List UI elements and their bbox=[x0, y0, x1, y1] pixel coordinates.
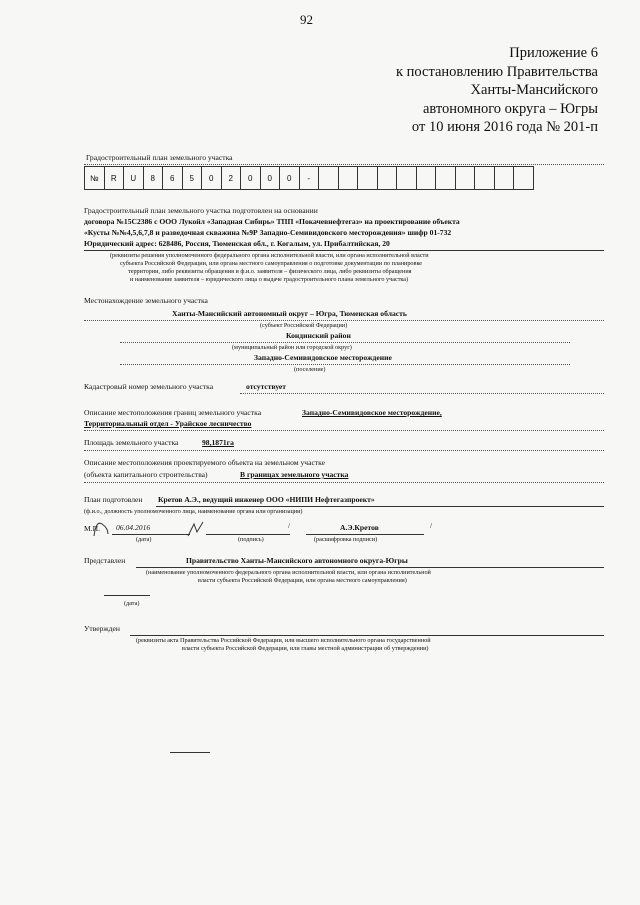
plan-number-cell: 6 bbox=[163, 167, 183, 190]
plan-number-cell bbox=[416, 167, 436, 190]
divider bbox=[84, 450, 604, 451]
boundaries-label: Описание местоположения границ земельного участка bbox=[84, 408, 262, 417]
prepared-line: «Кусты №№4,5,6,7,8 и разведочная скважина №9Р Западно-Семивидовского месторождения» шифр 01-732 bbox=[84, 228, 452, 237]
plan-number-cell bbox=[319, 167, 339, 190]
divider bbox=[112, 534, 190, 535]
location-district-caption: (муниципальный район или городской округ) bbox=[232, 344, 352, 351]
plan-number-cell: 0 bbox=[280, 167, 300, 190]
plan-number-table bbox=[84, 166, 534, 190]
plan-number-cell: R bbox=[104, 167, 124, 190]
object-location-value: В границах земельного участка bbox=[240, 470, 349, 479]
appendix-line: Приложение 6 bbox=[509, 45, 598, 61]
plan-number-cell: 8 bbox=[143, 167, 163, 190]
sign-caption: (подпись) bbox=[238, 536, 264, 543]
boundaries-value: Территориальный отдел - Урайское лесничество bbox=[84, 419, 252, 428]
presented-label: Представлен bbox=[84, 556, 126, 565]
plan-number-cell: - bbox=[299, 167, 319, 190]
location-settlement: Западно-Семивидовское месторождение bbox=[254, 353, 392, 362]
date-caption: (дата) bbox=[136, 536, 152, 543]
prepared-by-label: План подготовлен bbox=[84, 495, 143, 504]
location-settlement-caption: (поселение) bbox=[294, 366, 326, 373]
date-handwritten: 06.04.2016 bbox=[116, 523, 151, 532]
plan-number-cell bbox=[455, 167, 475, 190]
plan-number-cell: U bbox=[124, 167, 144, 190]
divider bbox=[104, 595, 150, 596]
appendix-line: Ханты-Мансийского bbox=[470, 82, 598, 98]
divider bbox=[130, 635, 604, 636]
divider bbox=[84, 164, 604, 165]
object-location-label: Описание местоположения проектируемого объекта на земельном участке bbox=[84, 458, 326, 467]
plan-number-cell: 5 bbox=[182, 167, 202, 190]
prepared-line: Градостроительный план земельного участка подготовлен на основании bbox=[84, 206, 318, 215]
gpzu-title: Градостроительный план земельного участка bbox=[86, 153, 233, 162]
prepared-by-caption: (ф.и.о., должность уполномоченного лица, наименование органа или организации) bbox=[84, 508, 303, 515]
divider bbox=[84, 482, 604, 483]
location-district: Кондинский район bbox=[286, 331, 351, 340]
prepared-by-value: Кретов А.Э., ведущий инженер ООО «НИПИ Нефтегазпроект» bbox=[158, 495, 375, 504]
name-caption: (расшифровка подписи) bbox=[314, 536, 378, 543]
prepared-caption: (реквизиты решения уполномоченного федерального органа исполнительной власти, или органа исполнительной власти bbox=[110, 252, 429, 259]
separator-slash: / bbox=[288, 521, 291, 530]
divider bbox=[120, 364, 570, 365]
divider bbox=[156, 506, 604, 507]
appendix-line: автономного округа – Югры bbox=[422, 100, 598, 117]
area-value: 98,1871га bbox=[202, 438, 234, 447]
plan-number-cell bbox=[338, 167, 358, 190]
approved-label: Утвержден bbox=[84, 624, 120, 633]
presented-caption: власти субъекта Российской Федерации, или органа местного самоуправления) bbox=[198, 577, 407, 584]
plan-number-cell bbox=[514, 167, 534, 190]
presented-value: Правительство Ханты-Мансийского автономного округа-Югры bbox=[186, 556, 408, 565]
object-location-label: (объекта капитального строительства) bbox=[84, 470, 208, 479]
divider bbox=[240, 393, 604, 394]
signature-mark-icon bbox=[186, 520, 206, 538]
plan-number-cell bbox=[377, 167, 397, 190]
plan-number-cell bbox=[358, 167, 378, 190]
appendix-header bbox=[396, 44, 598, 137]
appendix-line: от 10 июня 2016 года № 201-п bbox=[411, 119, 598, 135]
presented-date-caption: (дата) bbox=[124, 600, 140, 607]
stamp-mark-icon bbox=[90, 518, 112, 540]
location-subject-caption: (субъект Российской Федерации) bbox=[260, 322, 348, 329]
divider bbox=[84, 250, 604, 251]
page-number: 92 bbox=[300, 12, 313, 27]
plan-number-cell: 0 bbox=[241, 167, 261, 190]
location-subject: Ханты-Мансийский автономный округ – Югра, Тюменская область bbox=[172, 309, 407, 318]
plan-number-cell: 0 bbox=[202, 167, 222, 190]
plan-number-cell: № bbox=[85, 167, 105, 190]
boundaries-value: Западно-Семивидовское месторождение, bbox=[302, 408, 442, 417]
prepared-caption: территории, либо реквизиты обращения и ф.и.о. заявителя – физического лица, либо реквизиты обращения bbox=[128, 268, 412, 275]
prepared-line: Юридический адрес: 628486, Россия, Тюменская обл., г. Когалым, ул. Прибалтийская, 20 bbox=[84, 239, 390, 248]
approved-caption: власти субъекта Российской Федерации, или главы местной администрации об утверждении) bbox=[182, 645, 429, 652]
divider bbox=[170, 752, 210, 753]
cadastral-label: Кадастровый номер земельного участка bbox=[84, 382, 214, 391]
plan-number-cell bbox=[475, 167, 495, 190]
divider bbox=[136, 567, 604, 568]
mp-label: М.П. bbox=[84, 524, 101, 533]
prepared-caption: и наименование заявителя – юридического лица о выдаче градостроительного плана земельного участка) bbox=[130, 276, 409, 283]
appendix-line: к постановлению Правительства bbox=[396, 63, 598, 80]
approved-caption: (реквизиты акта Правительства Российской Федерации, или высшего исполнительного органа государственной bbox=[136, 637, 431, 644]
divider bbox=[120, 342, 570, 343]
plan-number-cell bbox=[397, 167, 417, 190]
location-label: Местонахождение земельного участка bbox=[84, 296, 208, 305]
area-label: Площадь земельного участка bbox=[84, 438, 179, 447]
plan-number-cell: 2 bbox=[221, 167, 241, 190]
divider bbox=[84, 430, 604, 431]
separator-slash: / bbox=[430, 521, 433, 530]
prepared-line: договора №15С2386 с ООО Лукойл «Западная Сибирь» ТПП «Покачевнефтегаз» на проектирование объекта bbox=[84, 217, 460, 226]
plan-number-cell: 0 bbox=[260, 167, 280, 190]
plan-number-cell bbox=[494, 167, 514, 190]
divider bbox=[84, 320, 604, 321]
plan-number-cell bbox=[436, 167, 456, 190]
divider bbox=[206, 534, 290, 535]
prepared-caption: субъекта Российской Федерации, или органа местного самоуправления о подготовке документации по планировке bbox=[120, 260, 423, 267]
presented-caption: (наименование уполномоченного федерального органа исполнительной власти, или органа исполнительной bbox=[146, 569, 431, 576]
divider bbox=[306, 534, 424, 535]
signer-name: А.Э.Кретов bbox=[340, 523, 379, 532]
cadastral-value: отсутствует bbox=[246, 382, 287, 391]
